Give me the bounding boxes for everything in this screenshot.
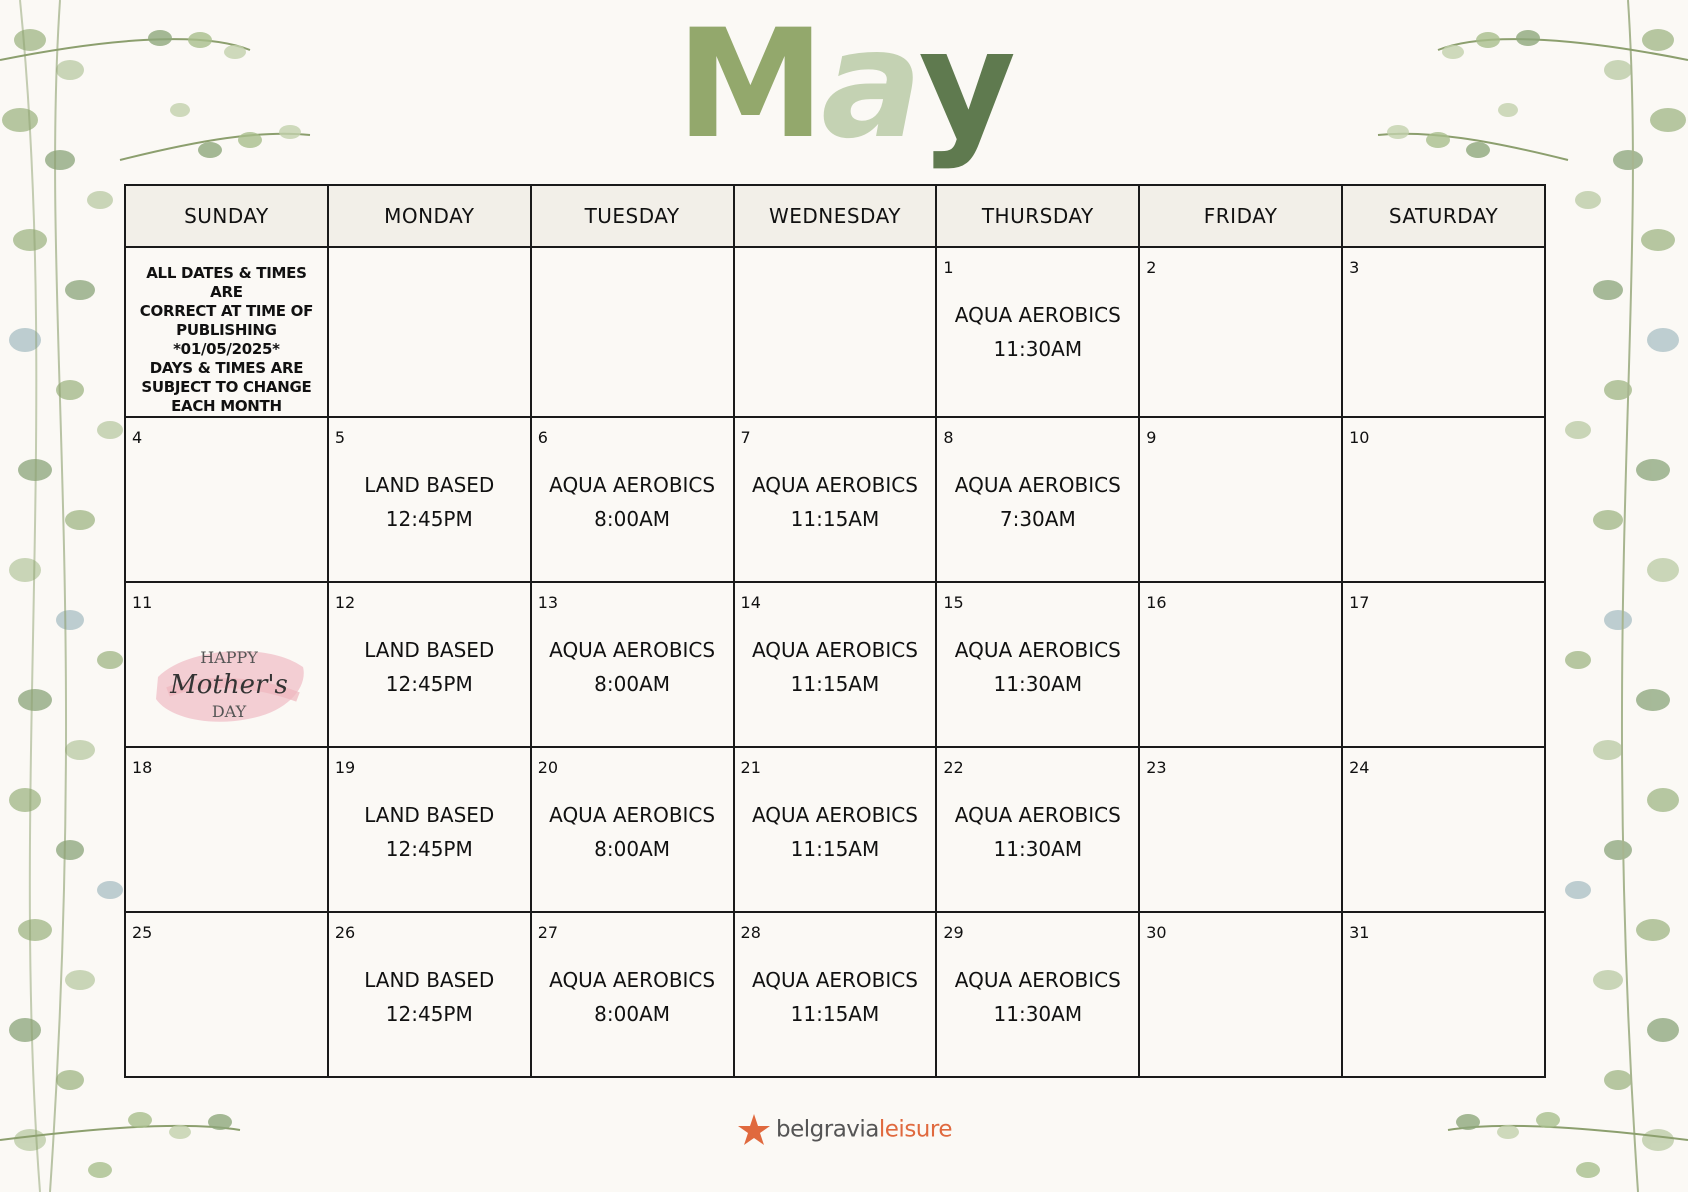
class-time: 11:15AM bbox=[790, 507, 880, 531]
class-time: 12:45PM bbox=[385, 672, 473, 696]
class-time: 8:00AM bbox=[594, 1002, 671, 1026]
day-cell bbox=[531, 582, 734, 747]
weekday-tuesday: TUESDAY bbox=[531, 185, 734, 247]
day-cell bbox=[531, 912, 734, 1077]
day-number: 6 bbox=[537, 428, 548, 447]
class-event bbox=[937, 298, 1138, 366]
brand-name-part1: belgravia bbox=[776, 1116, 879, 1143]
day-number: 18 bbox=[132, 758, 153, 777]
day-number: 27 bbox=[537, 923, 559, 942]
day-number: 23 bbox=[1146, 758, 1167, 777]
day-cell bbox=[1139, 747, 1342, 912]
day-number: 24 bbox=[1349, 758, 1370, 777]
weekday-friday: FRIDAY bbox=[1139, 185, 1342, 247]
empty-cell bbox=[328, 247, 531, 417]
class-name: AQUA AEROBICS bbox=[549, 968, 716, 992]
weekday-sunday: SUNDAY bbox=[125, 185, 328, 247]
class-event bbox=[532, 633, 733, 701]
month-title bbox=[0, 0, 1688, 172]
day-cell bbox=[125, 582, 328, 747]
class-event bbox=[735, 468, 936, 536]
day-cell bbox=[125, 747, 328, 912]
class-event bbox=[532, 963, 733, 1031]
day-number: 20 bbox=[537, 758, 559, 777]
day-cell bbox=[1342, 582, 1545, 747]
class-name: AQUA AEROBICS bbox=[954, 968, 1121, 992]
class-event bbox=[937, 963, 1138, 1031]
day-cell bbox=[328, 417, 531, 582]
class-time: 11:15AM bbox=[790, 1002, 880, 1026]
day-cell bbox=[734, 417, 937, 582]
day-cell bbox=[1342, 247, 1545, 417]
happy-mothers-day-graphic bbox=[148, 637, 310, 729]
mothers-day-happy: HAPPY bbox=[200, 648, 258, 667]
day-cell bbox=[734, 582, 937, 747]
day-cell bbox=[936, 417, 1139, 582]
class-event bbox=[937, 468, 1138, 536]
day-number: 8 bbox=[943, 428, 954, 447]
mothers-day-mothers: Mother's bbox=[170, 670, 288, 700]
weekday-wednesday: WEDNESDAY bbox=[734, 185, 937, 247]
day-number: 13 bbox=[537, 593, 559, 612]
day-cell bbox=[936, 747, 1139, 912]
class-name: AQUA AEROBICS bbox=[549, 803, 716, 827]
week-row-1 bbox=[125, 247, 1545, 417]
class-name: AQUA AEROBICS bbox=[549, 638, 716, 662]
class-name: LAND BASED bbox=[364, 473, 495, 497]
day-cell bbox=[1139, 247, 1342, 417]
day-number: 5 bbox=[334, 428, 346, 447]
class-event bbox=[532, 798, 733, 866]
day-cell bbox=[125, 417, 328, 582]
day-number: 16 bbox=[1146, 593, 1167, 612]
day-cell bbox=[1342, 912, 1545, 1077]
day-number: 1 bbox=[943, 258, 954, 277]
class-time: 8:00AM bbox=[594, 507, 671, 531]
day-number: 26 bbox=[334, 923, 356, 942]
class-event bbox=[329, 963, 530, 1031]
day-cell bbox=[328, 912, 531, 1077]
day-number: 28 bbox=[740, 923, 761, 942]
week-row-4 bbox=[125, 747, 1545, 912]
star-logo-icon bbox=[736, 1112, 772, 1148]
day-cell bbox=[328, 582, 531, 747]
weekday-thursday: THURSDAY bbox=[936, 185, 1139, 247]
day-number: 11 bbox=[132, 593, 153, 612]
note-line: SUBJECT TO CHANGE bbox=[141, 378, 312, 396]
day-number: 7 bbox=[740, 428, 751, 447]
class-event bbox=[735, 963, 936, 1031]
weekday-header-row bbox=[125, 185, 1545, 247]
day-number: 25 bbox=[132, 923, 153, 942]
class-name: AQUA AEROBICS bbox=[751, 968, 918, 992]
day-number: 14 bbox=[740, 593, 761, 612]
day-cell bbox=[1342, 747, 1545, 912]
title-letter-3: y bbox=[918, 0, 1013, 172]
class-name: AQUA AEROBICS bbox=[954, 638, 1121, 662]
day-number: 22 bbox=[943, 758, 964, 777]
day-number: 3 bbox=[1349, 258, 1360, 277]
day-cell bbox=[1139, 582, 1342, 747]
note-line: ALL DATES & TIMES ARE bbox=[146, 264, 307, 301]
day-number: 12 bbox=[334, 593, 356, 612]
class-name: AQUA AEROBICS bbox=[751, 803, 918, 827]
class-time: 11:15AM bbox=[790, 672, 880, 696]
class-name: AQUA AEROBICS bbox=[549, 473, 716, 497]
class-time: 11:15AM bbox=[790, 837, 880, 861]
class-event bbox=[329, 633, 530, 701]
class-event bbox=[532, 468, 733, 536]
class-time: 8:00AM bbox=[594, 837, 671, 861]
class-event bbox=[937, 633, 1138, 701]
note-line: CORRECT AT TIME OF bbox=[139, 302, 314, 320]
class-time: 11:30AM bbox=[993, 1002, 1083, 1026]
class-time: 12:45PM bbox=[385, 1002, 473, 1026]
class-name: AQUA AEROBICS bbox=[954, 303, 1121, 327]
day-number: 19 bbox=[334, 758, 356, 777]
class-name: AQUA AEROBICS bbox=[954, 803, 1121, 827]
empty-cell bbox=[531, 247, 734, 417]
brand-name-part2: leisure bbox=[878, 1116, 952, 1143]
day-number: 21 bbox=[740, 758, 761, 777]
day-cell bbox=[936, 247, 1139, 417]
class-time: 12:45PM bbox=[385, 837, 473, 861]
class-event bbox=[329, 468, 530, 536]
day-cell bbox=[531, 417, 734, 582]
weekday-saturday: SATURDAY bbox=[1342, 185, 1545, 247]
day-number: 17 bbox=[1349, 593, 1370, 612]
day-cell bbox=[936, 582, 1139, 747]
day-cell bbox=[1342, 417, 1545, 582]
day-number: 9 bbox=[1146, 428, 1157, 447]
day-cell bbox=[734, 912, 937, 1077]
class-name: LAND BASED bbox=[364, 638, 495, 662]
day-cell bbox=[734, 747, 937, 912]
class-time: 11:30AM bbox=[993, 837, 1083, 861]
day-cell bbox=[936, 912, 1139, 1077]
note-line: DAYS & TIMES ARE bbox=[149, 359, 304, 377]
note-line: EACH MONTH bbox=[171, 397, 282, 415]
day-number: 10 bbox=[1349, 428, 1370, 447]
day-number: 2 bbox=[1146, 258, 1157, 277]
day-number: 31 bbox=[1349, 923, 1370, 942]
class-time: 11:30AM bbox=[993, 672, 1083, 696]
calendar-grid bbox=[124, 184, 1546, 1078]
weekday-monday: MONDAY bbox=[328, 185, 531, 247]
note-line: PUBLISHING bbox=[176, 321, 277, 339]
day-cell bbox=[1139, 912, 1342, 1077]
mothers-day-day: DAY bbox=[211, 702, 247, 721]
title-letter-1: M bbox=[675, 0, 822, 172]
day-cell bbox=[531, 747, 734, 912]
title-letter-2: a bbox=[821, 0, 919, 172]
class-time: 11:30AM bbox=[993, 337, 1083, 361]
day-cell bbox=[328, 747, 531, 912]
class-name: LAND BASED bbox=[364, 803, 495, 827]
class-name: LAND BASED bbox=[364, 968, 495, 992]
day-number: 4 bbox=[132, 428, 143, 447]
day-cell bbox=[125, 912, 328, 1077]
disclaimer-cell bbox=[125, 247, 328, 417]
week-row-3 bbox=[125, 582, 1545, 747]
day-number: 30 bbox=[1146, 923, 1167, 942]
class-event bbox=[735, 633, 936, 701]
class-event bbox=[937, 798, 1138, 866]
class-time: 8:00AM bbox=[594, 672, 671, 696]
empty-cell bbox=[734, 247, 937, 417]
day-cell bbox=[1139, 417, 1342, 582]
week-row-2 bbox=[125, 417, 1545, 582]
class-time: 7:30AM bbox=[999, 507, 1076, 531]
class-name: AQUA AEROBICS bbox=[954, 473, 1121, 497]
class-event bbox=[735, 798, 936, 866]
week-row-5 bbox=[125, 912, 1545, 1077]
class-event bbox=[329, 798, 530, 866]
day-number: 29 bbox=[943, 923, 964, 942]
class-name: AQUA AEROBICS bbox=[751, 638, 918, 662]
class-time: 12:45PM bbox=[385, 507, 473, 531]
day-number: 15 bbox=[943, 593, 964, 612]
disclaimer-note bbox=[126, 248, 327, 416]
note-line: *01/05/2025* bbox=[173, 340, 280, 358]
class-name: AQUA AEROBICS bbox=[751, 473, 918, 497]
brand-footer bbox=[0, 1112, 1688, 1148]
